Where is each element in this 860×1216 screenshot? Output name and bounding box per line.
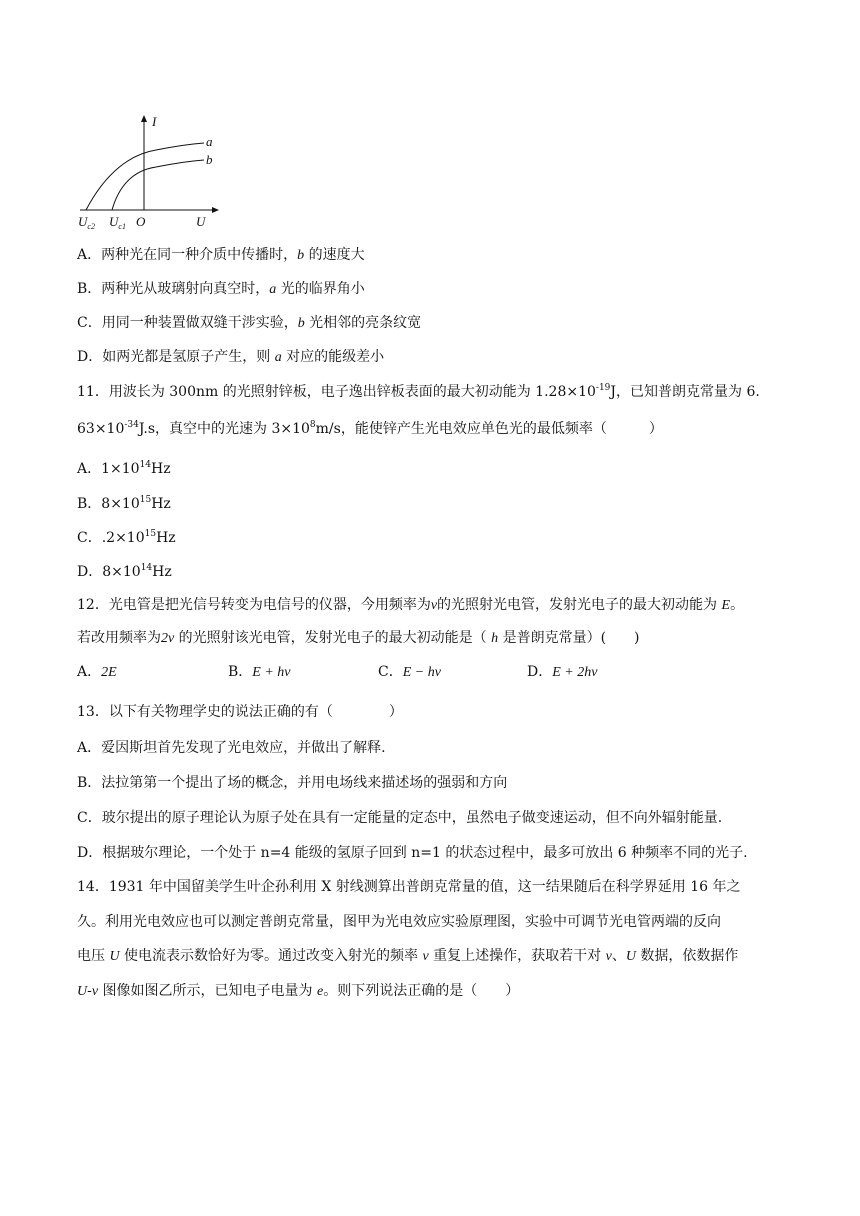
q13-option-c: C．玻尔提出的原子理论认为原子处在具有一定能量的定态中，虽然电子做变速运动，但不向外辐射能量. [77, 810, 723, 826]
q10-option-c: C．用同一种装置做双缝干涉实验，b 光相邻的亮条纹宽 [77, 315, 422, 331]
q10-option-a: A．两种光在同一种介质中传播时，b 的速度大 [77, 247, 365, 263]
photocurrent-voltage-graph [76, 112, 226, 230]
q14-stem-line4: U-ν 图像如图乙所示，已知电子电量为 e。则下列说法正确的是（ ） [77, 983, 520, 999]
q13-stem: 13．以下有关物理学史的说法正确的有（ ） [77, 704, 403, 720]
q11-stem-line1: 11．用波长为 300nm 的光照射锌板，电子逸出锌板表面的最大初动能为 $1.28\times 10^{-19}J$，已知普朗克常量为 6. [77, 383, 760, 400]
q11-option-c: C．$.2\times 10^{15}Hz$ [77, 529, 176, 546]
q13-option-a: A．爱因斯坦首先发现了光电效应，并做出了解释. [77, 740, 386, 756]
q11-stem-line2: $63\times 10^{-34}J.s$，真空中的光速为 $3\times 10^8m/s$，能使锌产生光电效应单色光的最低频率（ ） [77, 420, 663, 437]
q12-option-c: C．E − hν [378, 664, 441, 680]
q14-stem-line2: 久。利用光电效应也可以测定普朗克常量，图甲为光电效应实验原理图，实验中可调节光电管两端的反向 [77, 914, 721, 930]
uc2-label: $U_{c2}$ [78, 214, 95, 230]
q12-stem-line2: 若改用频率为2ν 的光照射该光电管，发射光电子的最大初动能是（ h 是普朗克常量）( ) [77, 630, 640, 646]
q13-option-d: D．根据玻尔理论，一个处于 n=4 能级的氢原子回到 n=1 的状态过程中，最多可放出 6 种频率不同的光子. [77, 845, 748, 861]
i-axis-label: I [152, 114, 157, 129]
q11-option-b: B．$8\times 10^{15}Hz$ [77, 495, 171, 512]
q10-option-b: B．两种光从玻璃射向真空时，a 光的临界角小 [77, 281, 365, 297]
q12-stem-line1: 12．光电管是把光信号转变为电信号的仪器，今用频率为ν的光照射光电管，发射光电子的最大初动能为 E。 [77, 597, 745, 613]
q11-option-a: A．$1\times 10^{14}Hz$ [77, 460, 171, 477]
u-axis-label: U [196, 214, 206, 229]
uc1-label: $U_{c1}$ [109, 214, 126, 230]
q12-option-a: A．2E [77, 664, 117, 680]
q13-option-b: B．法拉第第一个提出了场的概念，并用电场线来描述场的强弱和方向 [77, 775, 508, 791]
q12-option-d: D．E + 2hν [527, 664, 598, 680]
curve-a-label: a [206, 134, 213, 149]
origin-label: O [136, 214, 146, 229]
q11-option-d: D．$8\times 10^{14}Hz$ [77, 563, 172, 580]
curve-b [112, 160, 204, 210]
q10-option-d: D．如两光都是氢原子产生，则 a 对应的能级差小 [77, 349, 385, 365]
curve-a [86, 143, 204, 210]
curve-b-label: b [206, 152, 213, 167]
q14-stem-line1: 14．1931 年中国留美学生叶企孙利用 X 射线测算出普朗克常量的值，这一结果随后在科学界延用 16 年之 [77, 879, 741, 895]
q14-stem-line3: 电压 U 使电流表示数恰好为零。通过改变入射光的频率 ν 重复上述操作，获取若干对 ν、U 数据，依数据作 [77, 948, 739, 964]
q12-option-b: B．E + hν [228, 664, 291, 680]
